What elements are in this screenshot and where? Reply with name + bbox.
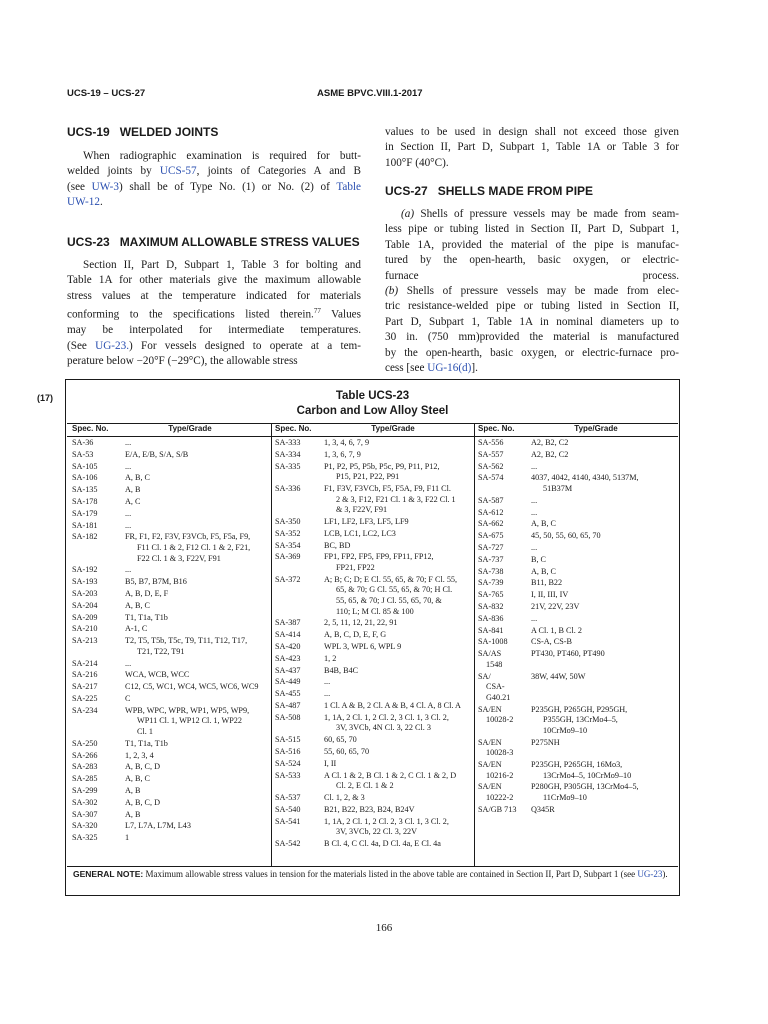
type-grade: A, B, C [531,519,557,529]
text-run: Table 1A for other materials give the maximum allowable [67,274,361,287]
spec-number: SA-320 [72,821,98,831]
spec-number: SA-203 [72,589,98,598]
spec-number: SA-437 [275,665,301,675]
table-subtitle: Carbon and Low Alloy Steel [296,405,449,417]
spec-number: SA-727 [478,543,504,552]
type-grade: ... [531,495,538,505]
type-grade: B21, B22, B23, B24, B24V [324,804,415,814]
spec-number: SA-179 [72,508,98,518]
spec-number: SA/GB 713 [478,804,517,814]
page-number: 166 [375,922,393,934]
spec-number: SA-234 [72,705,98,715]
section-body-ucs-19 [67,149,361,211]
type-grade: A, B, C, D [125,762,161,772]
table-header-rule-bottom [67,436,678,437]
type-grade: CS-A, CS-B [531,637,572,647]
text-run: Table 1A, provided the material of the pipe is manufac- [385,238,679,251]
section-title-ucs-27 [385,184,593,198]
type-grade: A, B, C [125,473,151,483]
table-general-note [73,868,675,880]
text-line [385,238,679,253]
type-grade: B, C [531,554,547,564]
text-run: 100°F (40°C). [385,156,449,169]
type-grade: WPB, WPC, WPR, WP1, WP5, WP9, WP11 Cl. 1, WP12 Cl. 1, WP22 Cl. 1 [125,705,250,736]
type-grade: 1 [125,833,130,843]
spec-number: SA-214 [72,658,98,668]
text-run: (see [67,180,92,193]
text-run: ) For vessels designed to operate at a tem- [129,339,361,352]
spec-number: SA-540 [275,804,301,814]
spec-number: SA-216 [72,670,98,680]
type-grade: ... [531,543,538,552]
spec-number: SA/EN 10028-3 [478,737,514,758]
spec-number: SA-662 [478,519,504,529]
text-line [67,149,361,164]
spec-number: SA-334 [275,449,301,459]
spec-number: SA-414 [275,630,301,640]
section-title-ucs-19 [67,125,218,139]
spec-number: SA-266 [72,750,98,760]
type-grade: 55, 60, 65, 70 [324,747,370,756]
spec-number: SA-210 [72,624,98,634]
spec-number: SA-487 [275,701,301,710]
spec-number: SA-178 [72,497,98,506]
type-grade: 1, 2, 3, 4 [125,750,154,760]
text-line [385,207,679,222]
type-grade: 1, 1A, 2 Cl. 1, 2 Cl. 2, 3 Cl. 1, 3 Cl. 2, 3V, 3VCb, 4N Cl. 3, 22 Cl. 3 [324,712,449,733]
text-run: conforming to the specifications listed therein. [67,308,314,321]
spec-number: SA-285 [72,774,98,784]
text-run: welded joints by [67,165,160,178]
spec-number: SA-737 [478,554,504,564]
text-run: furnace process. [385,269,679,282]
spec-number: SA-508 [275,712,301,722]
spec-number: SA-455 [275,689,301,699]
text-run: stress values at the temperature indicated for materials [67,289,361,302]
spec-number: SA-213 [72,636,98,646]
spec-number: SA-307 [72,809,98,819]
type-grade: A, B, C [125,600,151,610]
text-run: Shells of pressure vessels may be made from seam- [414,208,679,220]
spec-number: SA-675 [478,531,504,541]
table-column-divider [474,423,475,866]
type-grade: I, II, III, IV [531,590,569,600]
spec-number: SA-515 [275,735,301,745]
spec-number: SA-612 [478,507,504,517]
text-line [385,253,679,268]
cross-reference-link[interactable]: UW-3 [91,180,119,193]
spec-number: SA-325 [72,833,98,843]
type-grade: WCA, WCB, WCC [125,670,190,680]
type-grade: A Cl. 1, B Cl. 2 [531,625,582,635]
type-grade: LCB, LC1, LC2, LC3 [324,528,396,538]
spec-number: SA-832 [478,602,504,611]
running-header-right: ASME BPVC.VIII.1-2017 [317,88,423,99]
type-grade: A2, B2, C2 [531,438,569,447]
type-grade: ... [531,461,538,471]
spec-number: SA-250 [72,738,98,748]
spec-number: SA-541 [275,816,301,826]
text-line [385,284,679,299]
type-grade: ... [125,658,132,668]
spec-number: SA-335 [275,461,301,471]
type-grade: LF1, LF2, LF3, LF5, LF9 [324,517,409,526]
type-grade: 38W, 44W, 50W [531,671,586,681]
type-grade: A, B [125,809,141,819]
text-run: in Section II, Part D, Subpart 1, Table 1A or Table 3 for [385,141,679,154]
spec-number: SA-209 [72,612,98,622]
table-title: Table UCS-23 [335,390,410,402]
text-line [67,304,361,323]
spec-number: SA/EN 10216-2 [478,760,514,780]
type-grade: 1, 3, 6, 7, 9 [324,449,361,459]
text-run: . [99,196,103,209]
note-link-ug-23[interactable]: UG-23 [637,869,663,879]
text-run: by the open-hearth, basic oxygen, or electric-furnace pro- [385,346,679,359]
type-grade: F1, F3V, F3VCb, F5, F5A, F9, F11 Cl. 2 & 3, F12, F21 Cl. 1 & 3, F22 Cl. 1 & 3, F22V, F91 [324,484,456,515]
type-grade: ... [125,565,132,575]
spec-number: SA/AS 1548 [478,649,503,669]
spec-number: SA-562 [478,461,504,471]
note-end: ). [662,869,668,879]
type-grade: A, B, C, D [125,797,161,807]
spec-number: SA-533 [275,770,301,780]
section-body-ucs-27 [385,207,679,376]
type-grade: 1, 2 [324,653,337,663]
column-header-spec-no: Spec. No. [478,424,515,433]
spec-number: SA-556 [478,438,504,447]
spec-number: SA-225 [72,694,98,703]
type-grade: BC, BD [324,540,351,550]
type-grade: A; B; C; D; E Cl. 55, 65, & 70; F Cl. 55, 65, & 70; G Cl. 55, 65, & 70; H Cl. 55, 65, & 70; J Cl. 55, 65, 70, & 110; L; M Cl. 85 & 100 [324,574,458,616]
spec-number: SA-574 [478,473,504,483]
revision-margin-mark: (17) [37,393,54,403]
cross-reference-link[interactable]: UG-23. [95,339,130,352]
table-bottom-rule [67,866,678,867]
text-line [385,315,679,330]
text-line [67,164,361,179]
type-grade: A2, B2, C2 [531,449,569,459]
spec-number: SA-542 [275,839,301,848]
spec-number: SA-387 [275,618,301,628]
cross-reference-link[interactable]: UG-16(d) [427,362,472,375]
text-run: Section II, Part D, Subpart 1, Table 3 for bolting and [83,259,361,271]
spec-number: SA-765 [478,590,504,600]
spec-number: SA/EN 10222-2 [478,782,514,802]
type-grade: A, C [125,497,141,506]
type-grade: I, II [324,758,337,768]
spec-number: SA-524 [275,758,301,768]
cross-reference-link[interactable]: UCS-57 [159,165,197,178]
type-grade: E/A, E/B, S/A, S/B [125,449,189,459]
type-grade: P275NH [531,737,560,747]
spec-number: SA-336 [275,484,301,493]
spec-number: SA-181 [72,520,98,530]
spec-number: SA-354 [275,540,301,550]
spec-number: SA-420 [275,642,301,651]
text-line [67,195,361,210]
text-line [67,354,361,369]
type-grade: 60, 65, 70 [324,735,357,745]
text-line [385,269,679,284]
spec-number: SA-739 [478,578,504,588]
text-line [385,156,679,171]
spec-number: SA-537 [275,793,301,802]
text-run: tric resistance-welded pipe or tubing listed in Section II, [385,300,679,313]
section-number: UCS-23 [67,235,110,249]
spec-number: SA-283 [72,762,98,772]
column-header-spec-no: Spec. No. [275,424,312,433]
running-header-left: UCS-19 – UCS-27 [67,88,146,99]
spec-number: SA-53 [72,449,94,459]
type-grade: A-1, C [125,624,148,634]
spec-number: SA-192 [72,565,98,575]
spec-number: SA-105 [72,461,98,471]
type-grade: C12, C5, WC1, WC4, WC5, WC6, WC9 [125,682,259,692]
column-header-type-grade: Type/Grade [371,424,415,433]
type-grade: L7, L7A, L7M, L43 [125,821,191,831]
spec-number: SA-302 [72,797,98,807]
spec-number: SA-182 [72,532,98,542]
type-grade: ... [125,438,132,447]
text-line [385,140,679,155]
type-grade: PT430, PT460, PT490 [531,649,605,659]
spec-number: SA-449 [275,677,301,687]
text-run: Shells of pressure vessels may be made from elec- [398,285,679,298]
type-grade: B Cl. 4, C Cl. 4a, D Cl. 4a, E Cl. 4a [324,839,441,848]
text-line [67,323,361,338]
text-line [385,299,679,314]
type-grade: A, B [125,485,141,495]
text-run: may be interpolated for intermediate temperatures. [67,324,361,337]
spec-number: SA-352 [275,528,301,538]
text-line [385,361,679,376]
type-grade: 1, 1A, 2 Cl. 1, 2 Cl. 2, 3 Cl. 1, 3 Cl. 2, 3V, 3VCb, 22 Cl. 3, 22V [324,816,449,837]
type-grade: ... [125,461,132,471]
type-grade: ... [125,508,132,518]
type-grade: ... [531,507,538,517]
type-grade: B11, B22 [531,578,563,588]
section-heading: WELDED JOINTS [119,125,219,139]
spec-number: SA-204 [72,600,98,610]
cross-reference-link[interactable]: Table [336,180,361,193]
spec-number: SA-738 [478,566,504,576]
cross-reference-link[interactable]: UW-12 [67,196,100,209]
text-run: , joints of Categories A and B [196,165,361,178]
text-run: When radiographic examination is required for butt- [83,150,361,162]
text-line [385,346,679,361]
spec-number: SA-217 [72,682,98,692]
note-text: Maximum allowable stress values in tension for the materials listed in the above table are contained in Section II, Part D, Subpart 1 (see [143,869,638,879]
text-line [67,339,361,354]
spec-number: SA-193 [72,577,98,587]
spec-number: SA-836 [478,613,504,623]
spec-number: SA-333 [275,438,301,447]
text-run: cess [see [385,362,428,375]
text-line [67,180,361,195]
type-grade: WPL 3, WPL 6, WPL 9 [324,642,402,651]
spec-number: SA-516 [275,747,301,756]
type-grade: 45, 50, 55, 60, 65, 70 [531,531,601,541]
text-line [385,222,679,237]
text-run: perature below −20°F (−29°C), the allowable stress [67,355,298,368]
text-run: ) shall be of Type No. (1) or No. (2) of [119,180,337,193]
section-heading: SHELLS MADE FROM PIPE [437,184,594,198]
type-grade: 1 Cl. A & B, 2 Cl. A & B, 4 Cl. A, 8 Cl. A [324,701,461,710]
text-line [385,330,679,345]
type-grade: T1, T1a, T1b [125,612,168,622]
spec-number: SA-587 [478,495,504,505]
text-run: 30 in. (750 mm)provided the material is manufactured [385,331,679,344]
note-label: GENERAL NOTE: [73,869,144,879]
type-grade: B4B, B4C [324,665,359,675]
type-grade: A, B, C [531,566,557,576]
spec-number: SA-135 [72,485,98,495]
type-grade: 1, 3, 4, 6, 7, 9 [324,438,370,447]
text-run: (b) [385,285,399,298]
spec-number: SA-372 [275,574,301,584]
text-line [67,289,361,304]
type-grade: P1, P2, P5, P5b, P5c, P9, P11, P12, P15, P21, P22, P91 [324,461,440,482]
spec-number: SA-106 [72,473,98,483]
type-grade: FP1, FP2, FP5, FP9, FP11, FP12, FP21, FP22 [324,552,434,572]
text-run: values to be used in design shall not exceed those given [385,126,679,138]
spec-number: SA-350 [275,517,301,526]
type-grade: ... [324,689,331,699]
section-title-ucs-23 [67,235,360,249]
type-grade: P235GH, P265GH, 16Mo3, 13CrMo4–5, 10CrMo9–10 [531,760,632,780]
type-grade: 4037, 4042, 4140, 4340, 5137M, 51B37M [531,473,639,493]
type-grade: ... [531,613,538,623]
text-line [385,125,679,140]
spec-number: SA-423 [275,653,301,663]
spec-number: SA-299 [72,786,98,795]
type-grade: A, B, C, D, E, F, G [324,630,387,640]
section-body-ucs-23-continued [385,125,679,171]
section-body-ucs-23 [67,258,361,370]
type-grade: A, B [125,786,141,795]
type-grade: T2, T5, T5b, T5c, T9, T11, T12, T17, T21, T22, T91 [125,636,248,656]
type-grade: 21V, 22V, 23V [531,602,580,611]
type-grade: ... [324,677,331,687]
type-grade: C [125,694,131,703]
spec-number: SA-557 [478,449,504,459]
text-line [67,258,361,273]
type-grade: 2, 5, 11, 12, 21, 22, 91 [324,618,398,628]
section-number: UCS-27 [385,184,428,198]
text-line [67,273,361,288]
text-run: tured by the open-hearth, basic oxygen, or electric- [385,254,679,267]
text-run: ]. [471,362,478,375]
text-run: (a) [401,208,415,220]
type-grade: A, B, D, E, F [125,589,169,598]
text-run: (See [67,339,96,352]
text-run: Part D, Subpart 1, Table 1A in nominal diameters up to [385,315,679,328]
column-header-spec-no: Spec. No. [72,424,109,433]
column-header-type-grade: Type/Grade [574,424,618,433]
spec-number: SA/ CSA- G40.21 [478,671,511,702]
table-column-divider [271,423,272,866]
type-grade: Cl. 1, 2, & 3 [324,793,365,802]
type-grade: ... [125,520,132,530]
type-grade: T1, T1a, T1b [125,738,168,748]
spec-number: SA/EN 10028-2 [478,704,514,725]
type-grade: B5, B7, B7M, B16 [125,577,187,587]
section-heading: MAXIMUM ALLOWABLE STRESS VALUES [119,235,360,249]
type-grade: P280GH, P305GH, 13CrMo4–5, 11CrMo9–10 [531,782,639,802]
spec-number: SA-369 [275,552,301,562]
section-number: UCS-19 [67,125,110,139]
type-grade: FR, F1, F2, F3V, F3VCb, F5, F5a, F9, F11 Cl. 1 & 2, F12 Cl. 1 & 2, F21, F22 Cl. 1 & 3, F22V, F91 [125,532,251,563]
text-run: Values [320,308,361,321]
text-run: less pipe or tubing listed in Section II, Part D, Subpart 1, [385,223,679,236]
type-grade: A Cl. 1 & 2, B Cl. 1 & 2, C Cl. 1 & 2, D Cl. 2, E Cl. 1 & 2 [324,770,457,791]
footnote-marker: 77 [313,307,321,316]
spec-number: SA-841 [478,625,504,635]
spec-number: SA-1008 [478,637,508,647]
type-grade: A, B, C [125,774,151,784]
column-header-type-grade: Type/Grade [168,424,212,433]
type-grade: P235GH, P265GH, P295GH, P355GH, 13CrMo4–5, 10CrMo9–10 [531,704,628,735]
type-grade: Q345R [531,804,555,814]
spec-number: SA-36 [72,438,94,447]
